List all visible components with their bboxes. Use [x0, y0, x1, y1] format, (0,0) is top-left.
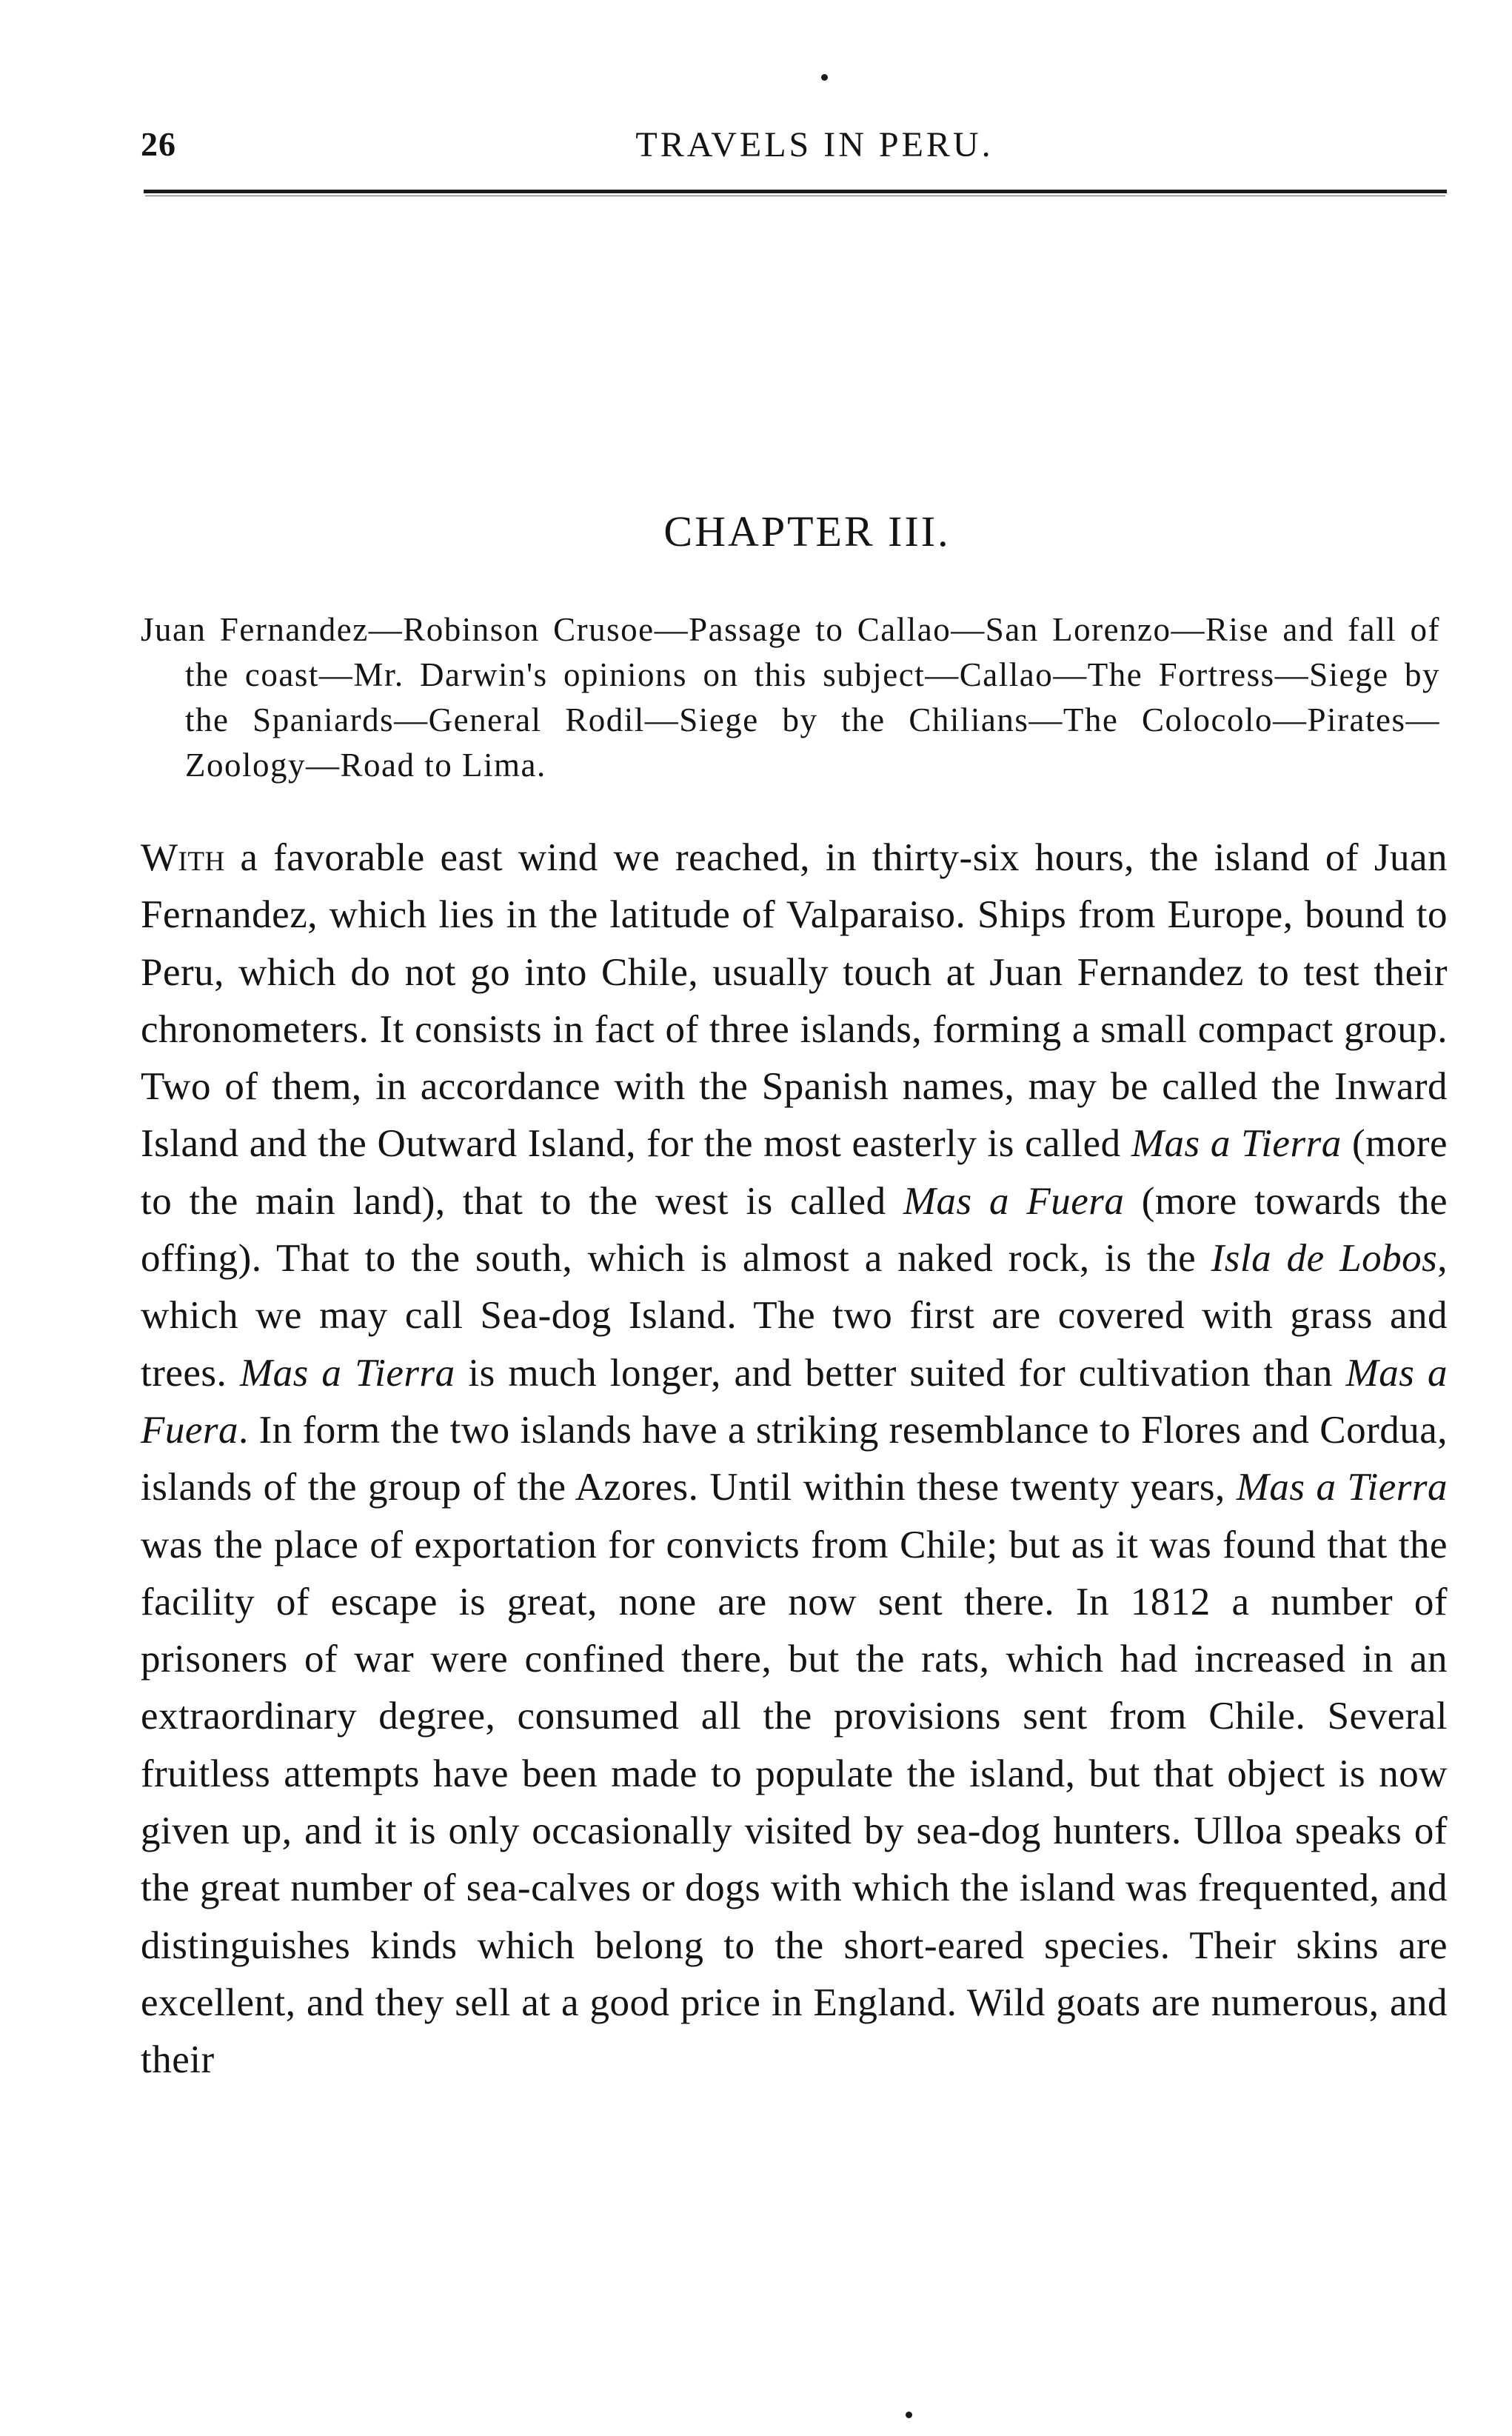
running-title: TRAVELS IN PERU.: [635, 125, 994, 164]
page-number: 26: [141, 125, 176, 163]
italic-place-name: Mas a Tierra: [1131, 1122, 1342, 1166]
body-text-segment: . In form the two islands have a striking resemblance to Flores and Cordua, islands of the group of the Azores. Until within these twenty years,: [141, 1408, 1448, 1509]
italic-place-name: Mas a Fuera: [141, 1351, 1448, 1452]
body-text-segment: , which we may call Sea-dog Island. The two first are covered with grass and trees.: [141, 1237, 1448, 1395]
ink-speck-bottom: [906, 2412, 912, 2418]
page-header: [141, 111, 1444, 170]
opening-word: With: [141, 836, 225, 879]
body-text-segment: a favorable east wind we reached, in thirty-six hours, the island of Juan Fernandez, which lies in the latitude of Valparaiso. Ships from Europe, bound to Peru, which do not go into Chile, usually touch at Juan Fernandez to test their chronometers. It consists in fact of three islands, forming a small compact group. Two of them, in accordance with the Spanish names, may be called the Inward Island and the Outward Island, for the most easterly is called: [141, 836, 1448, 1166]
body-text-segment: (more towards the offing). That to the south, which is almost a naked rock, is the: [141, 1179, 1448, 1281]
italic-place-name: Isla de Lobos: [1211, 1237, 1438, 1281]
body-paragraph: [141, 830, 1448, 2089]
body-text-segment: was the place of exportation for convicts from Chile; but as it was found that the facility of escape is great, none are now sent there. In 1812 a number of prisoners of war were confined there, but the rats, which had increased in an extraordinary degree, consumed all the provisions sent from Chile. Several fruitless attempts have been made to populate the island, but that object is now given up, and it is only occasionally visited by sea-dog hunters. Ulloa speaks of the great number of sea-calves or dogs with which the island was frequented, and distinguishes kinds which belong to the short-eared species. Their skins are excellent, and they sell at a good price in England. Wild goats are numerous, and their: [141, 1523, 1448, 2082]
body-text-segment: (more to the main land), that to the west is called: [141, 1122, 1448, 1223]
header-rule: [144, 190, 1447, 193]
body-text-segment: is much longer, and better suited for cultivation than: [455, 1351, 1346, 1395]
italic-place-name: Mas a Tierra: [1236, 1466, 1448, 1509]
ink-speck-top: [821, 74, 828, 81]
italic-place-name: Mas a Tierra: [239, 1351, 455, 1395]
italic-place-name: Mas a Fuera: [903, 1179, 1125, 1223]
chapter-title: CHAPTER III.: [663, 507, 951, 555]
chapter-synopsis: Juan Fernandez—Robinson Crusoe—Passage to Callao—San Lorenzo—Rise and fall of the coast—Mr. Darwin's opinions on this subject—Callao—The Fortress—Siege by the Spaniards—General Rodil—Siege by the Chilians—The Colocolo—Pirates—Zoology—Road to Lima.: [141, 611, 1440, 784]
